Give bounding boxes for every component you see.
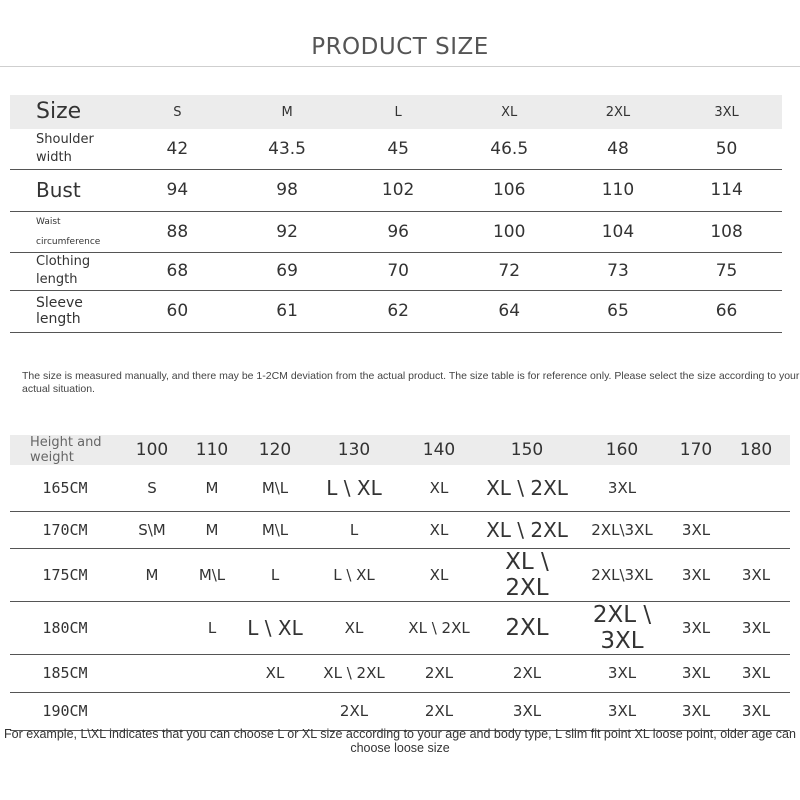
size-corner-label: Size — [10, 95, 123, 129]
table-cell: L — [240, 548, 310, 601]
table-row — [10, 211, 782, 252]
weight-col-header: 180 — [722, 435, 790, 465]
table-cell: 3XL — [574, 465, 670, 511]
table-cell: 75 — [671, 252, 782, 290]
height-label: 180CM — [10, 601, 120, 654]
table-cell: L — [184, 601, 240, 654]
size-col-header: 3XL — [671, 95, 782, 129]
table-cell: 3XL — [670, 692, 722, 730]
table-row — [10, 465, 790, 511]
table-cell: 2XL — [398, 692, 480, 730]
height-label: 185CM — [10, 654, 120, 692]
table-cell: 2XL — [310, 692, 398, 730]
weight-col-header: 100 — [120, 435, 184, 465]
table-cell: 3XL — [722, 601, 790, 654]
table-row — [10, 654, 790, 692]
size-col-header: M — [231, 95, 342, 129]
size-table-header — [10, 95, 782, 129]
table-cell — [240, 692, 310, 730]
table-row — [10, 601, 790, 654]
table-row — [10, 252, 782, 290]
table-cell: 45 — [343, 129, 454, 169]
table-cell: 69 — [231, 252, 342, 290]
table-cell: 72 — [454, 252, 565, 290]
table-cell: 62 — [343, 290, 454, 332]
row-label-sleeve-length: Sleeve length — [10, 290, 123, 332]
table-row — [10, 129, 782, 169]
table-cell: 110 — [565, 169, 671, 211]
table-cell: 64 — [454, 290, 565, 332]
height-label: 165CM — [10, 465, 120, 511]
table-row — [10, 290, 782, 332]
weight-col-header: 150 — [480, 435, 574, 465]
table-cell: 42 — [123, 129, 231, 169]
height-weight-corner-label: Height and weight — [10, 435, 120, 465]
table-cell: 3XL — [670, 548, 722, 601]
measurement-note: The size is measured manually, and there may be 1-2CM deviation from the actual product. The size table is for reference only. Please select the size according to your actual situation. — [22, 370, 800, 395]
table-cell: S — [120, 465, 184, 511]
table-cell: 3XL — [670, 511, 722, 548]
weight-col-header: 170 — [670, 435, 722, 465]
size-table — [10, 95, 782, 333]
table-cell: 100 — [454, 211, 565, 252]
table-cell: 3XL — [722, 654, 790, 692]
table-cell: 46.5 — [454, 129, 565, 169]
table-cell: 94 — [123, 169, 231, 211]
size-col-header: S — [123, 95, 231, 129]
table-cell: M — [184, 511, 240, 548]
weight-col-header: 120 — [240, 435, 310, 465]
table-cell: L \ XL — [240, 601, 310, 654]
table-cell: 3XL — [574, 654, 670, 692]
table-cell: 106 — [454, 169, 565, 211]
height-label: 170CM — [10, 511, 120, 548]
table-cell: 108 — [671, 211, 782, 252]
table-cell: 92 — [231, 211, 342, 252]
row-label-clothing-length: Clothing length — [10, 252, 123, 290]
table-cell: XL — [398, 511, 480, 548]
table-cell: 2XL — [480, 654, 574, 692]
table-cell: 43.5 — [231, 129, 342, 169]
height-label: 190CM — [10, 692, 120, 730]
height-weight-header — [10, 435, 790, 465]
size-col-header: XL — [454, 95, 565, 129]
table-cell: XL — [398, 465, 480, 511]
table-cell: 98 — [231, 169, 342, 211]
table-cell: 73 — [565, 252, 671, 290]
table-cell: 2XL\3XL — [574, 548, 670, 601]
table-cell: XL \ 2XL — [480, 511, 574, 548]
table-row — [10, 548, 790, 601]
table-cell: 2XL — [398, 654, 480, 692]
table-cell — [670, 465, 722, 511]
table-cell: 2XL \ 3XL — [574, 601, 670, 654]
table-cell: M\L — [240, 465, 310, 511]
table-cell: 61 — [231, 290, 342, 332]
weight-col-header: 130 — [310, 435, 398, 465]
table-cell: 3XL — [574, 692, 670, 730]
row-label-waist: Waist circumference — [10, 211, 123, 252]
table-cell: XL \ 2XL — [480, 465, 574, 511]
table-cell: M — [120, 548, 184, 601]
table-cell — [120, 601, 184, 654]
table-cell: 3XL — [480, 692, 574, 730]
table-cell: S\M — [120, 511, 184, 548]
height-label: 175CM — [10, 548, 120, 601]
table-cell — [184, 654, 240, 692]
table-cell: 96 — [343, 211, 454, 252]
table-cell: 70 — [343, 252, 454, 290]
table-cell: XL \ 2XL — [398, 601, 480, 654]
table-cell: 3XL — [722, 548, 790, 601]
table-cell — [722, 465, 790, 511]
table-cell: XL \ 2XL — [310, 654, 398, 692]
table-cell: 102 — [343, 169, 454, 211]
table-cell: 104 — [565, 211, 671, 252]
title-divider — [0, 66, 800, 67]
table-cell: M\L — [240, 511, 310, 548]
table-cell — [120, 692, 184, 730]
table-cell: L \ XL — [310, 465, 398, 511]
table-cell: 65 — [565, 290, 671, 332]
table-cell: XL \ 2XL — [480, 548, 574, 601]
height-weight-table — [10, 435, 790, 731]
weight-col-header: 140 — [398, 435, 480, 465]
row-label-shoulder-width: Shoulder width — [10, 129, 123, 169]
table-cell: 2XL — [480, 601, 574, 654]
row-label-bust: Bust — [10, 169, 123, 211]
table-cell: 60 — [123, 290, 231, 332]
table-cell — [722, 511, 790, 548]
example-note: For example, L\XL indicates that you can choose L or XL size according to your age and body type, L slim fit point XL loose point, older age can choose loose size — [4, 727, 796, 755]
table-row — [10, 511, 790, 548]
table-cell: 3XL — [670, 654, 722, 692]
table-cell: XL — [240, 654, 310, 692]
size-col-header: 2XL — [565, 95, 671, 129]
table-row — [10, 692, 790, 730]
table-cell — [184, 692, 240, 730]
table-cell: M — [184, 465, 240, 511]
table-cell: 48 — [565, 129, 671, 169]
table-cell: 66 — [671, 290, 782, 332]
table-cell: XL — [398, 548, 480, 601]
table-cell: 2XL\3XL — [574, 511, 670, 548]
weight-col-header: 160 — [574, 435, 670, 465]
table-cell: XL — [310, 601, 398, 654]
table-cell: 50 — [671, 129, 782, 169]
table-row — [10, 169, 782, 211]
table-cell: 3XL — [670, 601, 722, 654]
table-cell: L \ XL — [310, 548, 398, 601]
table-cell — [120, 654, 184, 692]
weight-col-header: 110 — [184, 435, 240, 465]
size-col-header: L — [343, 95, 454, 129]
table-cell: M\L — [184, 548, 240, 601]
table-cell: 68 — [123, 252, 231, 290]
table-cell: L — [310, 511, 398, 548]
page-title: PRODUCT SIZE — [311, 34, 489, 60]
table-cell: 88 — [123, 211, 231, 252]
table-cell: 114 — [671, 169, 782, 211]
table-cell: 3XL — [722, 692, 790, 730]
